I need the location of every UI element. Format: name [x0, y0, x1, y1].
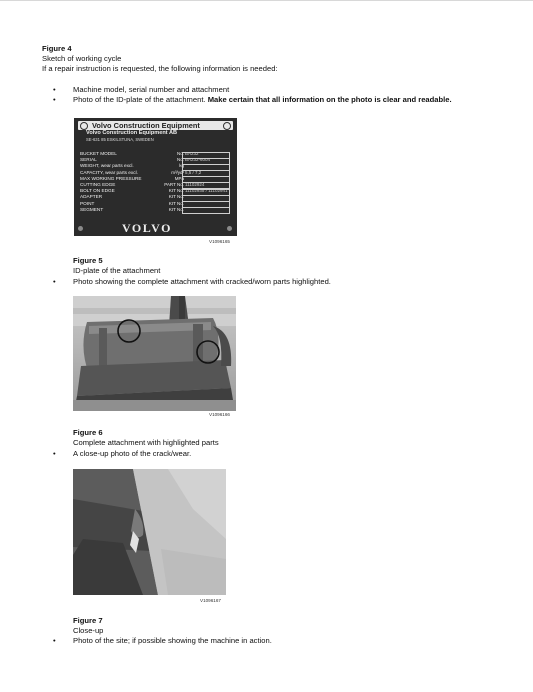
figure-6-caption: Complete attachment with highlighted parts: [73, 438, 219, 447]
bullet-close-up: A close-up photo of the crack/wear.: [73, 449, 192, 458]
bullet-id-plate-photo: [73, 95, 452, 105]
figure-4-caption: Sketch of working cycle: [42, 54, 122, 63]
row-suffix: MPa: [174, 175, 184, 181]
bullet-id-plate-plain: Photo of the ID-plate of the attachment.: [73, 95, 206, 104]
intro-text: If a repair instruction is requested, the following information is needed:: [42, 64, 278, 73]
row-suffix: No.: [176, 157, 184, 163]
id-plate-header-strip: [78, 121, 233, 130]
row-label: WEIGHT, wear parts excl.: [80, 163, 134, 169]
row-label: SEGMENT: [80, 206, 104, 212]
row-suffix: m³/yd³: [171, 169, 184, 175]
bullet-symbol: •: [53, 449, 56, 458]
figure-7-label: Figure 7: [73, 616, 103, 625]
row-label: BOLT ON EDGE: [80, 188, 115, 194]
close-up-illustration: [73, 469, 226, 595]
figure-4-label: Figure 4: [42, 44, 72, 53]
row-value: 11102935 / 11102941: [185, 188, 228, 194]
row-suffix: KIT No.: [168, 188, 184, 194]
bullet-symbol: •: [53, 636, 56, 645]
figure-6-label: Figure 6: [73, 428, 103, 437]
figure-7-code: V1096167: [200, 598, 221, 603]
volvo-logo-icon: [223, 122, 231, 130]
complete-attachment-photo: [73, 296, 236, 411]
row-label: BUCKET MODEL: [80, 151, 117, 156]
figure-5-caption: ID-plate of the attachment: [73, 266, 161, 275]
row-label: MAX WORKING PRESSURE: [80, 175, 142, 181]
row-suffix: No.: [176, 151, 184, 156]
close-up-photo: [73, 469, 226, 595]
bullet-site-photo: Photo of the site; if possible showing the machine in action.: [73, 636, 272, 645]
bullet-machine-model: Machine model, serial number and attachment: [73, 85, 230, 94]
id-plate-title: Volvo Construction Equipment: [92, 121, 200, 130]
row-label: CUTTING EDGE: [80, 181, 116, 187]
id-plate-address: SE-631 85 ESKILSTUNA, SWEDEN: [86, 137, 154, 142]
id-plate-row: [80, 207, 235, 213]
id-plate-company: Volvo Construction Equipment AB: [86, 130, 178, 136]
figure-6-code: V1096166: [209, 412, 230, 417]
row-suffix: KIT No.: [168, 206, 184, 212]
page-top-rule: [0, 0, 533, 1]
complete-attachment-illustration: [73, 296, 236, 411]
row-label: POINT: [80, 200, 95, 206]
volvo-logo-icon: [80, 122, 88, 130]
figure-5-label: Figure 5: [73, 256, 103, 265]
row-label: SERIAL: [80, 157, 97, 163]
figure-5-code: V1096165: [209, 239, 230, 244]
bullet-id-plate-bold: Make certain that all information on the photo is clear and readable.: [207, 95, 452, 104]
screw-icon: [227, 226, 232, 231]
id-plate-rows: [80, 151, 235, 213]
id-plate-image: [74, 118, 237, 236]
row-label: CAPACITY, wear parts excl.: [80, 169, 138, 175]
volvo-brand-mark: VOLVO: [122, 221, 172, 235]
row-value-box: [182, 207, 230, 214]
figure-7-caption: Close-up: [73, 626, 104, 635]
row-value: BA232-6004: [185, 157, 211, 163]
bullet-symbol: •: [53, 95, 56, 104]
row-suffix: kg: [179, 163, 184, 169]
bullet-symbol: •: [53, 85, 56, 94]
row-label: ADAPTER: [80, 194, 103, 200]
bullet-complete-attachment: Photo showing the complete attachment with cracked/worn parts highlighted.: [73, 277, 331, 286]
bullet-symbol: •: [53, 277, 56, 286]
row-value: BA232: [185, 151, 199, 156]
row-suffix: PART No.: [164, 181, 184, 187]
row-value: 11102924: [185, 181, 205, 187]
row-suffix: KIT No.: [168, 194, 184, 200]
screw-icon: [78, 226, 83, 231]
row-value: 5,5 / 7,2: [185, 169, 202, 175]
row-suffix: KIT No.: [168, 200, 184, 206]
